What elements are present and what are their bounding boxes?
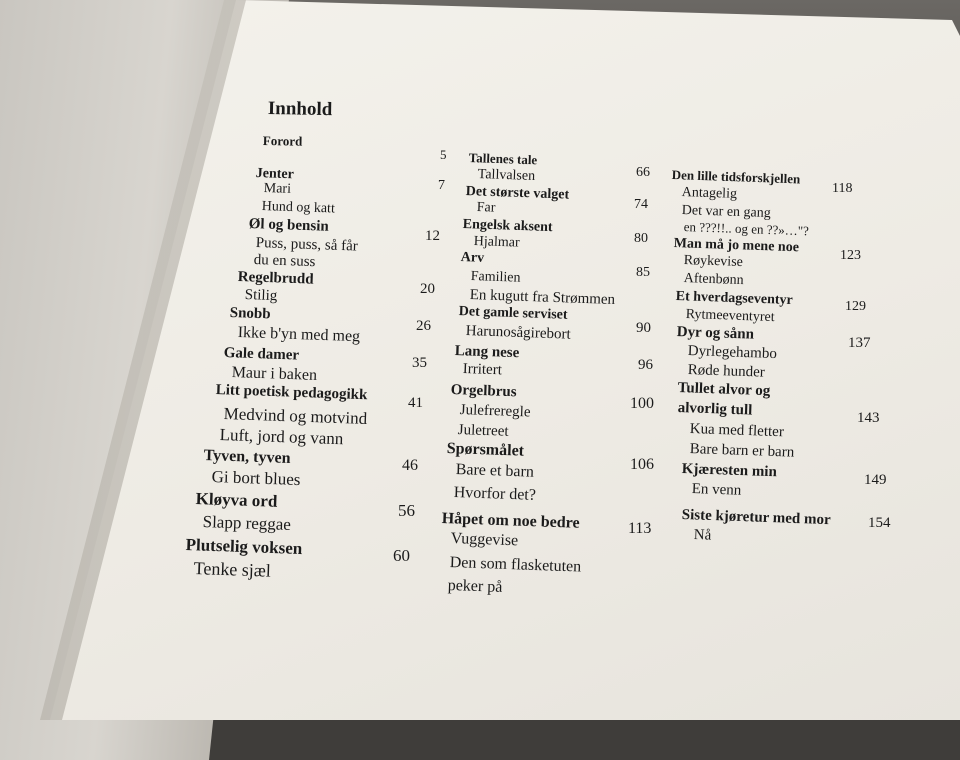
toc-entry-title: Lang nese (454, 343, 520, 362)
toc-sub-entry: Kua med fletter (689, 421, 785, 441)
toc-page-number: 123 (840, 248, 861, 263)
toc-page-number: 96 (638, 357, 653, 373)
toc-sub-entry: Stilig (244, 287, 278, 305)
toc-page-number: 80 (634, 231, 648, 246)
toc-page-number: 113 (628, 520, 652, 537)
toc-sub-entry: Røykevise (683, 253, 744, 271)
toc-sub-entry: Irritert (462, 361, 503, 379)
toc-entry-title: Forord (262, 133, 303, 149)
toc-page-number: 26 (416, 318, 431, 334)
toc-entry-title: Håpet om noe bedre (441, 510, 580, 532)
toc-entry-title: Jenter (255, 166, 295, 183)
toc-entry-title: Kjæresten min (681, 461, 778, 481)
toc-page-number: 85 (636, 265, 650, 280)
toc-entry-title: Engelsk aksent (462, 217, 553, 236)
toc-entry-title: Regelbrudd (237, 269, 314, 288)
toc-heading: Innhold (267, 98, 333, 121)
toc-entry-title: Tullet alvor og (677, 380, 771, 400)
toc-entry-title: Tyven, tyven (203, 447, 291, 468)
toc-page-number: 106 (630, 456, 654, 473)
toc-sub-entry: Hvorfor det? (453, 484, 537, 504)
toc-page-number: 100 (630, 395, 654, 412)
toc-entry-title: Man må jo mene noe (673, 236, 800, 256)
toc-sub-entry: Det var en gang (681, 203, 772, 222)
toc-sub-entry: du en suss (253, 252, 316, 271)
toc-page-number: 129 (845, 299, 866, 314)
toc-sub-entry: Mari (263, 181, 292, 197)
toc-page-number: 5 (440, 147, 447, 162)
toc-sub-entry: peker på (447, 577, 503, 596)
toc-page-number: 12 (425, 228, 440, 244)
toc-sub-entry: Hjalmar (473, 234, 520, 251)
toc-entry-title: Gale damer (223, 345, 300, 364)
toc-entry-title: Den lille tidsforskjellen (671, 167, 801, 187)
toc-sub-entry: Medvind og motvind (223, 404, 368, 428)
toc-entry-title: Litt poetisk pedagogikk (215, 382, 368, 404)
toc-entry-title: alvorlig tull (677, 400, 753, 419)
toc-page-number: 90 (636, 320, 651, 336)
toc-entry-title: Det største valget (465, 184, 570, 203)
toc-sub-entry: Den som flasketuten (449, 554, 582, 576)
toc-sub-entry: Tallvalsen (477, 167, 536, 184)
toc-page-number: 20 (420, 281, 435, 297)
toc-page-number: 60 (393, 546, 410, 565)
toc-page-number: 41 (408, 395, 423, 411)
toc-page-number: 56 (398, 501, 415, 520)
toc-sub-entry: Vuggevise (450, 530, 519, 550)
toc-entry-title: Det gamle serviset (458, 304, 568, 323)
toc-page-number: 143 (857, 410, 880, 426)
toc-sub-entry: Antagelig (681, 185, 738, 202)
toc-sub-entry: Røde hunder (687, 362, 766, 381)
toc-sub-entry: Juletreet (457, 422, 509, 440)
toc-page-number: 154 (868, 515, 891, 531)
toc-sub-entry: Aftenbønn (683, 271, 744, 289)
toc-sub-entry: Nå (693, 527, 712, 544)
toc-entry-title: Siste kjøretur med mor (681, 507, 831, 529)
toc-sub-entry: en ???!!.. og en ??»…"? (683, 219, 810, 239)
toc-entry-title: Arv (460, 250, 485, 266)
toc-sub-entry: Slapp reggae (202, 512, 292, 535)
toc-sub-entry: Puss, puss, så får (255, 235, 359, 255)
toc-page-number: 149 (864, 472, 887, 488)
toc-page-number: 137 (848, 335, 871, 351)
toc-sub-entry: Ikke b'yn med meg (237, 324, 361, 346)
toc-sub-entry: Bare barn er barn (689, 441, 795, 461)
toc-entry-title: Kløyva ord (195, 489, 278, 511)
toc-sub-entry: Bare et barn (455, 461, 535, 481)
toc-page-number: 7 (438, 178, 445, 193)
toc-sub-entry: Tenke sjæl (193, 558, 272, 581)
toc-entry-title: Spørsmålet (446, 440, 525, 460)
toc-page-number: 66 (636, 165, 650, 180)
toc-page-number: 46 (402, 457, 418, 474)
toc-sub-entry: Rytmeeventyret (685, 307, 775, 326)
toc-entry-title: Orgelbrus (450, 382, 517, 401)
toc-entry-title: Dyr og sånn (676, 324, 755, 343)
toc-sub-entry: Harunosågirebort (465, 323, 571, 343)
toc-sub-entry: En kugutt fra Strømmen (469, 287, 616, 309)
toc-sub-entry: Far (476, 200, 496, 216)
toc-sub-entry: Hund og katt (261, 199, 336, 217)
toc-sub-entry: Dyrlegehambo (687, 343, 778, 363)
toc-entry-title: Snobb (229, 305, 271, 323)
toc-entry-title: Tallenes tale (468, 150, 538, 168)
toc-entry-title: Et hverdagseventyr (675, 289, 794, 309)
toc-sub-entry: Julefreregle (459, 402, 531, 421)
toc-sub-entry: Maur i baken (231, 364, 318, 384)
toc-page-number: 35 (412, 355, 427, 371)
toc-entry-title: Øl og bensin (248, 216, 330, 235)
toc-page-number: 74 (634, 197, 648, 212)
toc-sub-entry: En venn (691, 481, 742, 499)
toc-page-number: 118 (832, 181, 853, 196)
toc-sub-entry: Luft, jord og vann (219, 425, 344, 449)
toc-sub-entry: Gi bort blues (211, 467, 301, 490)
toc-sub-entry: Familien (470, 269, 521, 286)
toc-entry-title: Plutselig voksen (185, 535, 303, 559)
